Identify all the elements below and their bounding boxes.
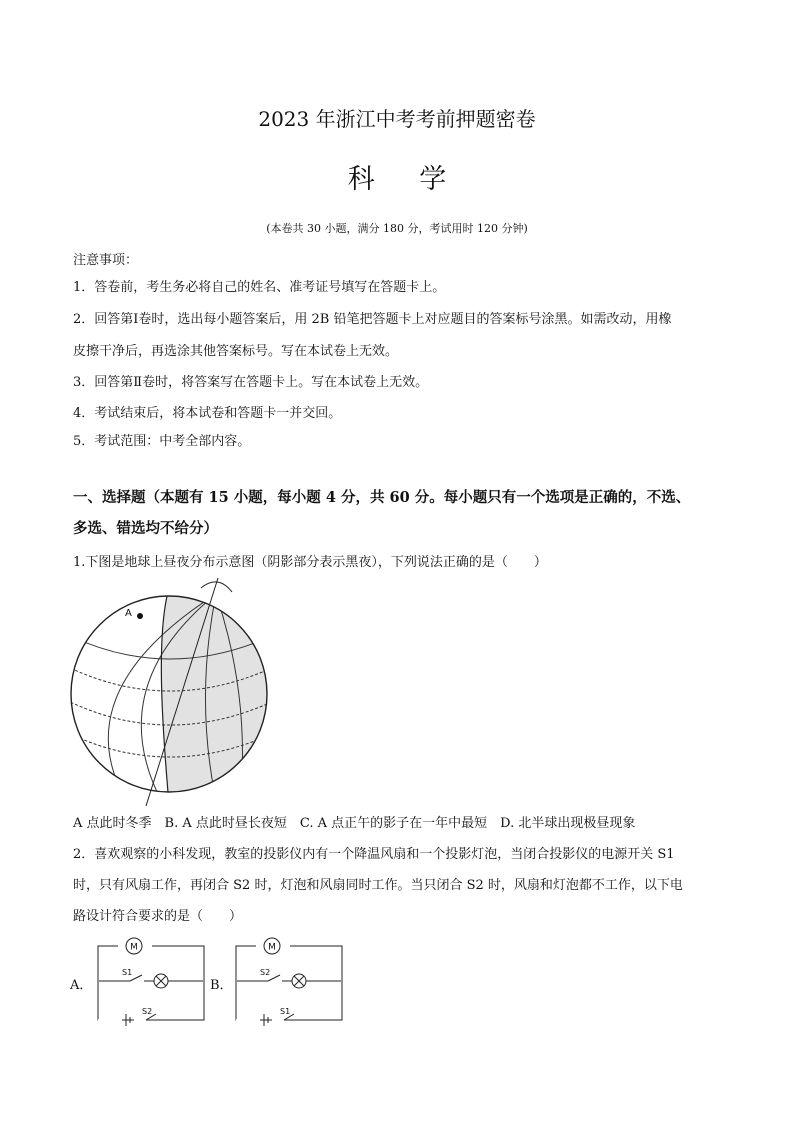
notice-item: 2．回答第Ⅰ卷时，选出每小题答案后，用 2B 铅笔把答题卡上对应题目的答案标号涂黑。如需改动，用橡 [73, 312, 672, 327]
point-a-marker [137, 613, 143, 619]
circuit-diagram-a [96, 934, 208, 1026]
notice-item: 3．回答第Ⅱ卷时，将答案写在答题卡上。写在本试卷上无效。 [73, 375, 429, 390]
motor-label: M [130, 942, 138, 953]
question-2-stem: 路设计符合要求的是（ ） [73, 909, 243, 924]
notice-heading: 注意事项： [73, 253, 139, 268]
notice-item: 皮擦干净后，再选涂其他答案标号。写在本试卷上无效。 [73, 344, 399, 359]
exam-title: 2023 年浙江中考考前押题密卷 [258, 107, 536, 131]
option-b-label: B． [210, 978, 233, 993]
notice-item: 1．答卷前，考生务必将自己的姓名、准考证号填写在答题卡上。 [73, 280, 446, 295]
section-heading: 一、选择题（本题有 15 小题，每小题 4 分，共 60 分。每小题只有一个选项是正确的，不选、 [73, 489, 691, 506]
circuit-diagram-b [234, 934, 346, 1026]
switch-label-top: S2 [260, 968, 271, 977]
option-a-label: A． [70, 978, 93, 993]
switch-label-bottom: S1 [280, 1007, 291, 1016]
question-2-stem: 时，只有风扇工作，再闭合 S2 时，灯泡和风扇同时工作。当只闭合 S2 时，风扇和灯泡都不工作，以下电 [73, 878, 683, 893]
subject-title: 科 学 [347, 164, 465, 195]
exam-note: (本卷共 30 小题，满分 180 分，考试用时 120 分钟) [266, 222, 528, 235]
switch-label-top: S1 [122, 968, 133, 977]
notice-item: 5．考试范围：中考全部内容。 [73, 434, 251, 449]
switch-label-bottom: S2 [142, 1007, 153, 1016]
question-2-stem: 2．喜欢观察的小科发现，教室的投影仪内有一个降温风扇和一个投影灯泡，当闭合投影仪的电源开关 S1 [73, 847, 675, 862]
notice-item: 4．考试结束后，将本试卷和答题卡一并交回。 [73, 406, 342, 421]
section-heading-cont: 多选、错选均不给分） [73, 520, 218, 537]
motor-label: M [268, 942, 276, 953]
question-1-options: A 点此时冬季 B. A 点此时昼长夜短 C. A 点正午的影子在一年中最短 D. 北半球出现极昼现象 [73, 816, 636, 831]
question-1-stem: 1.下图是地球上昼夜分布示意图（阴影部分表示黑夜），下列说法正确的是（ ） [73, 555, 547, 570]
day-night-globe-figure [66, 574, 276, 810]
point-a-label: A [125, 608, 132, 619]
